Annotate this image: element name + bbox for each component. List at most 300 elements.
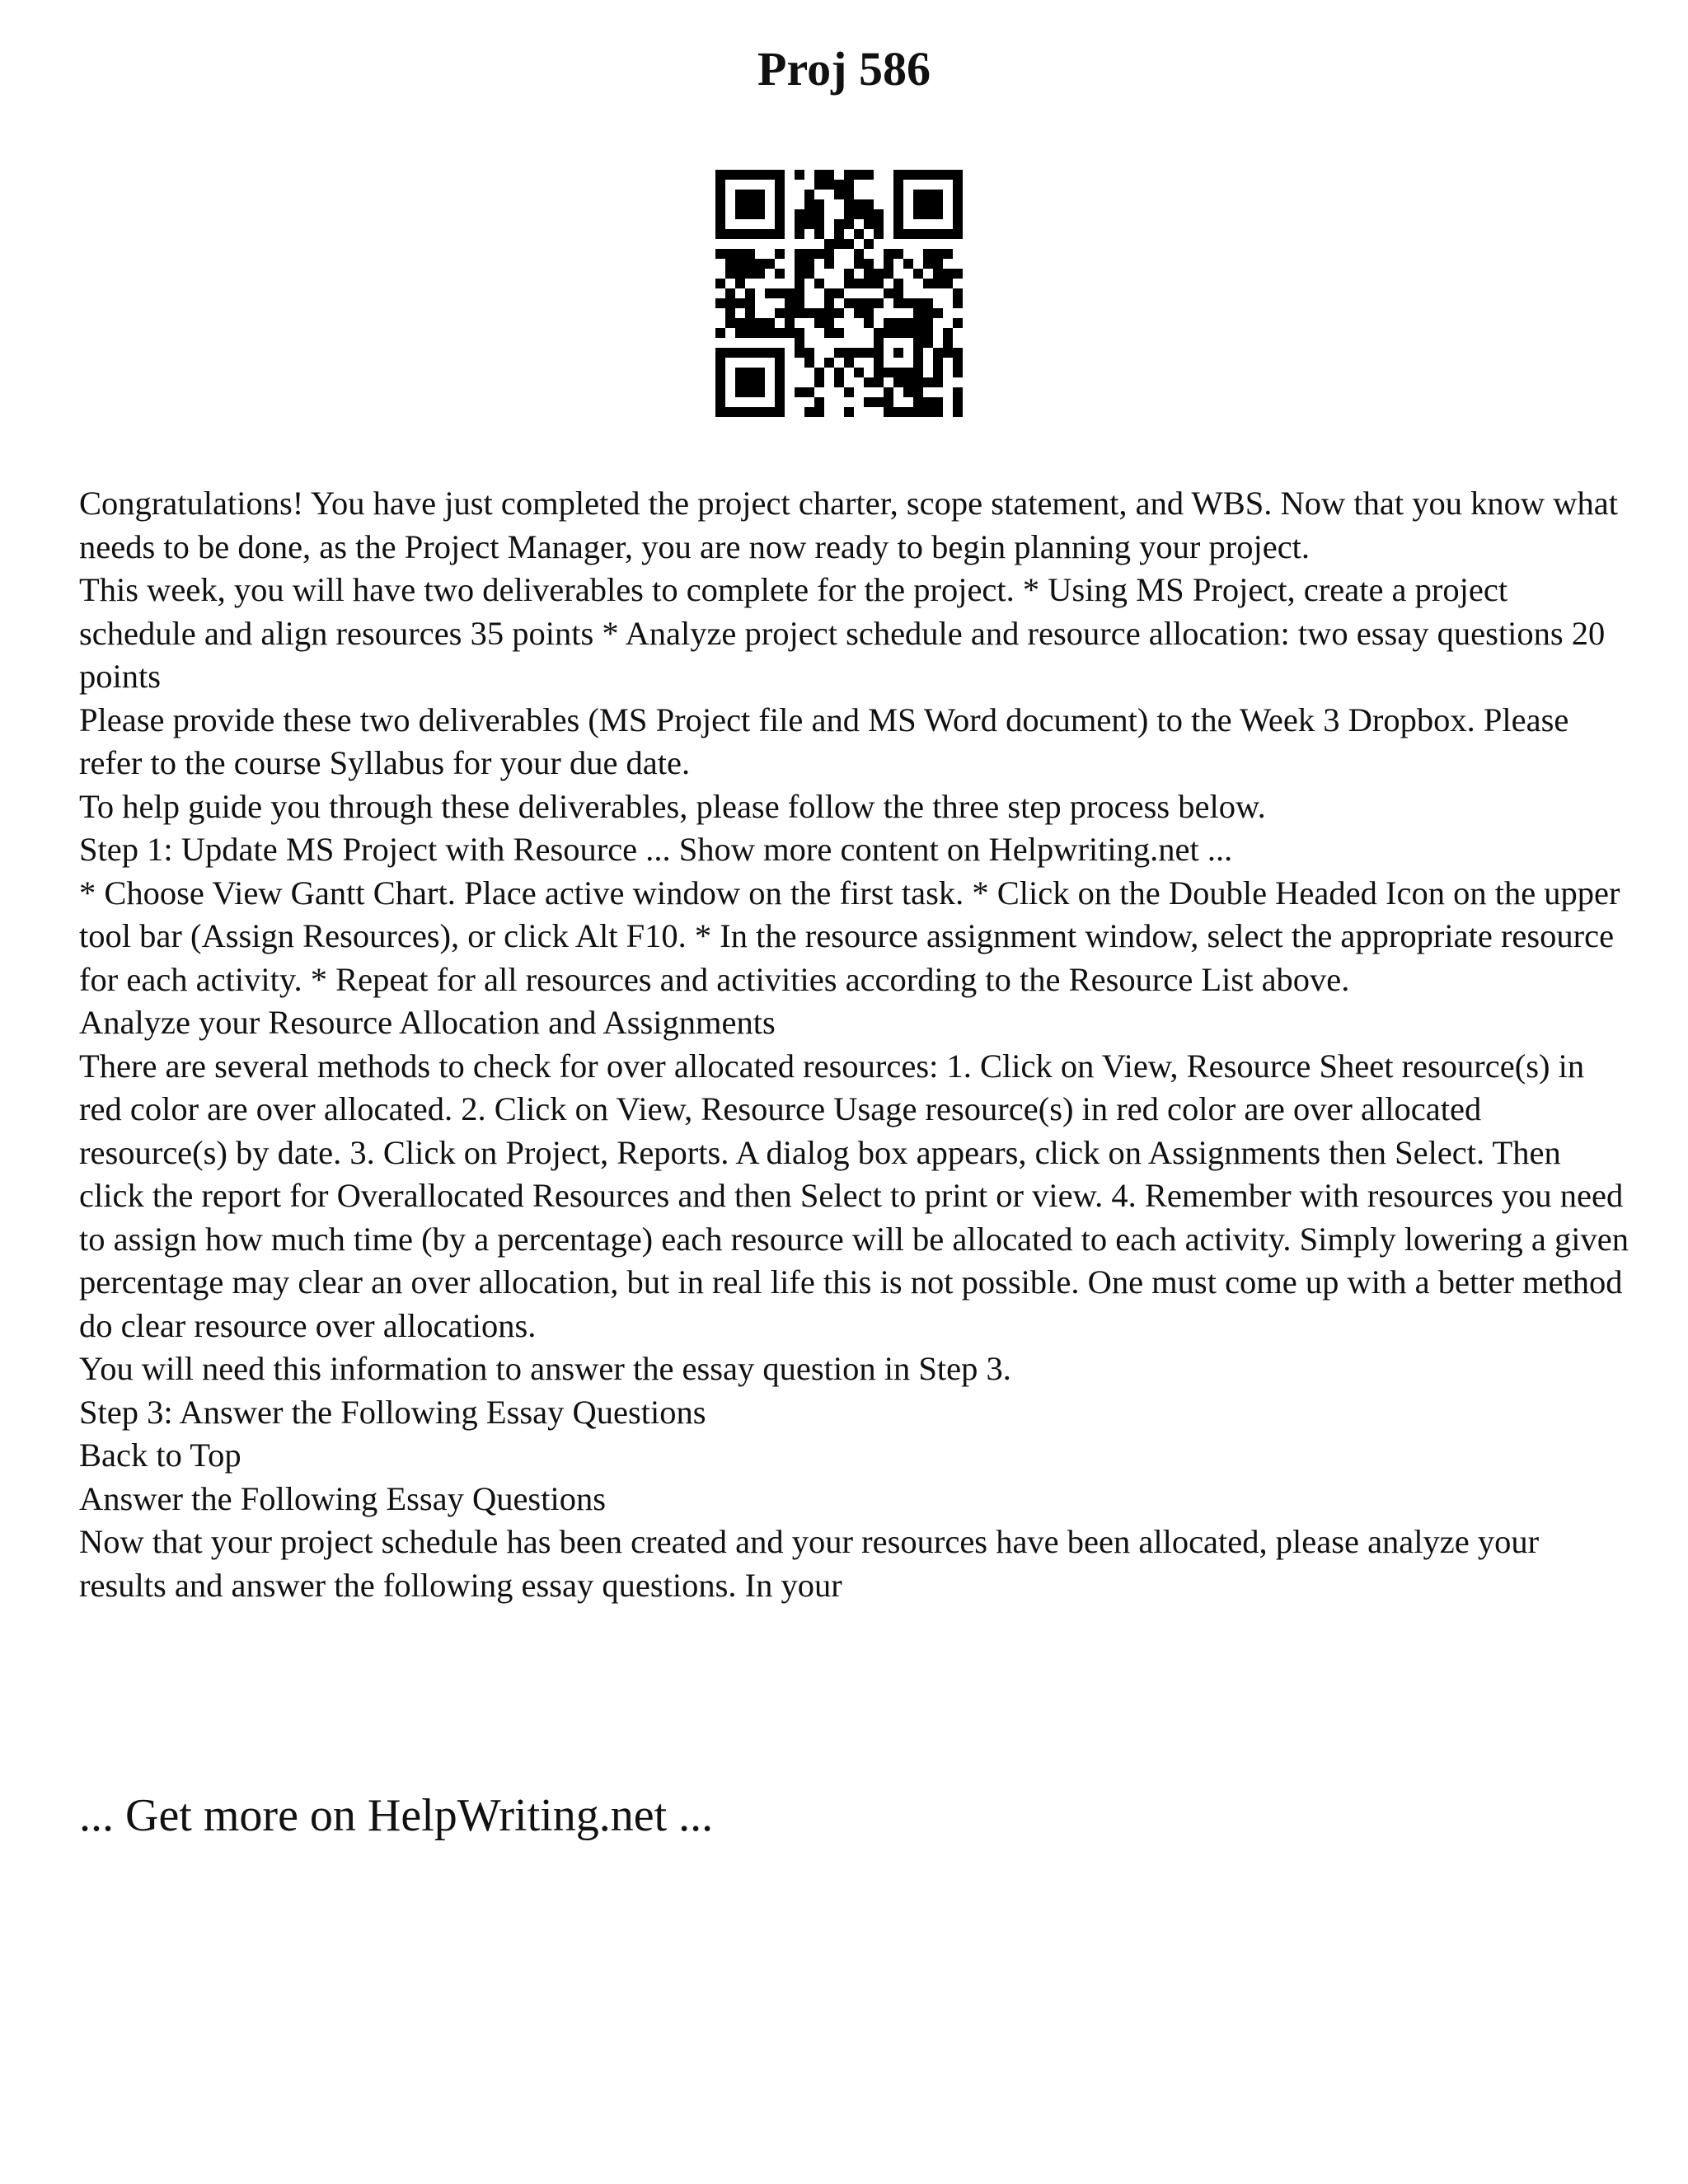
qr-module bbox=[735, 229, 745, 239]
qr-module bbox=[755, 318, 765, 328]
qr-module bbox=[795, 170, 804, 180]
qr-module bbox=[864, 269, 874, 279]
qr-module bbox=[775, 269, 785, 279]
qr-module bbox=[844, 170, 854, 180]
qr-module bbox=[874, 219, 884, 229]
qr-module bbox=[923, 259, 933, 269]
qr-module bbox=[844, 269, 854, 279]
get-more-link[interactable]: ... Get more on HelpWriting.net ... bbox=[79, 1790, 714, 1841]
qr-module bbox=[943, 170, 953, 180]
qr-module bbox=[884, 397, 893, 407]
qr-module bbox=[775, 328, 785, 338]
paragraph-deliverables: This week, you will have two deliverables to complete for the project. * Using MS Project, create a project schedule and align resources 35 points * Analyze project schedule and resource allocation: two essay questions 20 points bbox=[79, 571, 1606, 695]
qr-module bbox=[725, 407, 735, 417]
qr-module bbox=[715, 199, 725, 209]
qr-module bbox=[903, 298, 913, 308]
qr-module bbox=[864, 279, 874, 288]
qr-module bbox=[903, 377, 913, 387]
qr-module bbox=[745, 377, 755, 387]
qr-module bbox=[775, 180, 785, 190]
qr-module bbox=[814, 368, 824, 377]
qr-module bbox=[854, 209, 864, 219]
qr-module bbox=[755, 328, 765, 338]
qr-module bbox=[844, 199, 854, 209]
qr-module bbox=[745, 170, 755, 180]
qr-module bbox=[795, 219, 804, 229]
qr-module bbox=[814, 249, 824, 259]
qr-module bbox=[953, 397, 963, 407]
qr-module bbox=[824, 259, 834, 269]
qr-module bbox=[903, 170, 913, 180]
qr-module bbox=[834, 190, 844, 199]
qr-module bbox=[775, 288, 785, 298]
qr-module bbox=[765, 328, 775, 338]
qr-module bbox=[834, 219, 844, 229]
qr-module bbox=[804, 358, 814, 368]
qr-module bbox=[745, 288, 755, 298]
qr-module bbox=[903, 229, 913, 239]
qr-module bbox=[824, 180, 834, 190]
qr-module bbox=[923, 308, 933, 318]
qr-module bbox=[725, 348, 735, 358]
qr-module bbox=[923, 318, 933, 328]
qr-module bbox=[715, 249, 725, 259]
qr-module bbox=[765, 288, 775, 298]
qr-module bbox=[745, 249, 755, 259]
qr-module bbox=[725, 249, 735, 259]
qr-module bbox=[844, 180, 854, 190]
qr-module bbox=[804, 199, 814, 209]
qr-module bbox=[903, 387, 913, 397]
qr-module bbox=[953, 407, 963, 417]
heading-essay-questions: Answer the Following Essay Questions bbox=[79, 1479, 606, 1517]
qr-module bbox=[913, 338, 923, 348]
qr-module bbox=[864, 239, 874, 249]
qr-module bbox=[923, 338, 933, 348]
qr-module bbox=[884, 269, 893, 279]
qr-module bbox=[725, 229, 735, 239]
qr-module bbox=[735, 348, 745, 358]
qr-module bbox=[795, 249, 804, 259]
qr-module bbox=[893, 199, 903, 209]
heading-step-3: Step 3: Answer the Following Essay Questions bbox=[79, 1393, 706, 1431]
qr-module bbox=[775, 407, 785, 417]
qr-module bbox=[864, 308, 874, 318]
qr-module bbox=[745, 368, 755, 377]
qr-module bbox=[844, 358, 854, 368]
qr-module bbox=[943, 229, 953, 239]
qr-module bbox=[824, 318, 834, 328]
qr-module bbox=[953, 298, 963, 308]
qr-module bbox=[943, 269, 953, 279]
qr-module bbox=[785, 298, 795, 308]
qr-module bbox=[715, 279, 725, 288]
qr-module bbox=[814, 170, 824, 180]
qr-module bbox=[923, 328, 933, 338]
qr-module bbox=[923, 279, 933, 288]
qr-module bbox=[903, 407, 913, 417]
qr-module bbox=[804, 407, 814, 417]
qr-module bbox=[804, 387, 814, 397]
qr-module bbox=[953, 170, 963, 180]
qr-module bbox=[745, 190, 755, 199]
qr-module bbox=[755, 170, 765, 180]
qr-module bbox=[715, 209, 725, 219]
qr-module bbox=[864, 318, 874, 328]
qr-module bbox=[923, 397, 933, 407]
qr-module bbox=[735, 259, 745, 269]
qr-module bbox=[923, 209, 933, 219]
qr-module bbox=[735, 328, 745, 338]
qr-module bbox=[864, 298, 874, 308]
qr-module bbox=[874, 279, 884, 288]
qr-module bbox=[824, 328, 834, 338]
qr-module bbox=[795, 269, 804, 279]
qr-module bbox=[715, 387, 725, 397]
qr-module bbox=[874, 269, 884, 279]
qr-module bbox=[893, 190, 903, 199]
qr-module bbox=[755, 387, 765, 397]
qr-module bbox=[814, 308, 824, 318]
qr-module bbox=[943, 338, 953, 348]
qr-module bbox=[814, 318, 824, 328]
qr-module bbox=[715, 180, 725, 190]
qr-module bbox=[874, 358, 884, 368]
qr-module bbox=[844, 209, 854, 219]
qr-module bbox=[913, 377, 923, 387]
qr-module bbox=[874, 298, 884, 308]
qr-module bbox=[933, 269, 943, 279]
qr-module bbox=[775, 387, 785, 397]
qr-module bbox=[834, 288, 844, 298]
qr-module bbox=[715, 170, 725, 180]
qr-module bbox=[884, 259, 893, 269]
qr-module bbox=[795, 229, 804, 239]
qr-module bbox=[824, 239, 834, 249]
qr-module bbox=[854, 298, 864, 308]
qr-module bbox=[715, 407, 725, 417]
qr-module bbox=[834, 229, 844, 239]
qr-module bbox=[884, 407, 893, 417]
qr-module bbox=[824, 298, 834, 308]
qr-module bbox=[864, 209, 874, 219]
qr-module bbox=[874, 348, 884, 358]
qr-module bbox=[725, 318, 735, 328]
qr-module bbox=[854, 368, 864, 377]
qr-module bbox=[893, 288, 903, 298]
qr-module bbox=[814, 219, 824, 229]
qr-module bbox=[795, 308, 804, 318]
qr-module bbox=[715, 397, 725, 407]
paragraph-guide: To help guide you through these deliverables, please follow the three step process below. bbox=[79, 787, 1266, 825]
qr-module bbox=[953, 219, 963, 229]
qr-module bbox=[735, 368, 745, 377]
qr-module bbox=[775, 190, 785, 199]
qr-module bbox=[755, 190, 765, 199]
qr-module bbox=[795, 338, 804, 348]
qr-module bbox=[745, 269, 755, 279]
qr-module bbox=[775, 249, 785, 259]
qr-module bbox=[953, 387, 963, 397]
back-to-top-link[interactable]: Back to Top bbox=[79, 1436, 241, 1474]
qr-module bbox=[775, 308, 785, 318]
qr-module bbox=[874, 229, 884, 239]
qr-module bbox=[864, 170, 874, 180]
qr-module bbox=[854, 199, 864, 209]
qr-module bbox=[854, 259, 864, 269]
qr-module bbox=[933, 397, 943, 407]
qr-module bbox=[884, 368, 893, 377]
qr-module bbox=[824, 308, 834, 318]
qr-module bbox=[755, 407, 765, 417]
qr-module bbox=[765, 170, 775, 180]
qr-module bbox=[725, 259, 735, 269]
qr-module bbox=[874, 328, 884, 338]
qr-module bbox=[903, 368, 913, 377]
qr-module bbox=[755, 229, 765, 239]
qr-module bbox=[903, 259, 913, 269]
qr-module bbox=[874, 338, 884, 348]
paragraph-overallocation-methods: There are several methods to check for over allocated resources: 1. Click on View, Resource Sheet resource(s) in red color are over allocated. 2. Click on View, Resource Usage resource(s) in red color are over allocated resource(s) by date. 3. Click on Project, Reports. A dialog box appears, click on Assignments then Select. Then click the report for Overallocated Resources and then Select to print or view. 4. Remember with resources you need to assign how much time (by a percentage) each resource will be allocated to each activity. Simply lowering a given percentage may clear an over allocation, but in real life this is not possible. One must come up with a better method do clear resource over allocations. bbox=[79, 1047, 1629, 1344]
qr-module bbox=[775, 229, 785, 239]
qr-module bbox=[953, 358, 963, 368]
qr-module bbox=[913, 199, 923, 209]
qr-module bbox=[775, 199, 785, 209]
qr-module bbox=[893, 229, 903, 239]
qr-module bbox=[735, 387, 745, 397]
qr-module bbox=[715, 190, 725, 199]
qr-module bbox=[913, 298, 923, 308]
qr-module bbox=[913, 308, 923, 318]
qr-module bbox=[715, 348, 725, 358]
qr-module bbox=[795, 259, 804, 269]
qr-module bbox=[834, 368, 844, 377]
qr-module bbox=[814, 199, 824, 209]
paragraph-intro: Congratulations! You have just completed the project charter, scope statement, and WBS. Now that you know what needs to be done, as the Project Manager, you are now ready to begin planning your project. bbox=[79, 485, 1618, 565]
qr-module bbox=[735, 170, 745, 180]
qr-module bbox=[933, 199, 943, 209]
qr-module bbox=[884, 249, 893, 259]
qr-module bbox=[933, 368, 943, 377]
qr-module bbox=[923, 199, 933, 209]
qr-module bbox=[893, 368, 903, 377]
qr-module bbox=[953, 348, 963, 358]
qr-module bbox=[785, 288, 795, 298]
qr-module bbox=[735, 209, 745, 219]
qr-module bbox=[884, 288, 893, 298]
qr-module bbox=[864, 259, 874, 269]
qr-module bbox=[854, 308, 864, 318]
qr-module bbox=[745, 328, 755, 338]
qr-module bbox=[933, 229, 943, 239]
qr-module bbox=[874, 368, 884, 377]
qr-module bbox=[903, 328, 913, 338]
qr-module bbox=[735, 407, 745, 417]
qr-module bbox=[814, 377, 824, 387]
qr-module bbox=[755, 348, 765, 358]
qr-module bbox=[775, 348, 785, 358]
qr-module bbox=[814, 279, 824, 288]
qr-module bbox=[775, 377, 785, 387]
qr-module bbox=[923, 170, 933, 180]
qr-module bbox=[824, 288, 834, 298]
qr-module bbox=[785, 318, 795, 328]
page-title: Proj 586 bbox=[757, 42, 931, 96]
qr-module bbox=[735, 249, 745, 259]
qr-module bbox=[893, 219, 903, 229]
qr-module bbox=[864, 377, 874, 387]
qr-module bbox=[923, 229, 933, 239]
qr-module bbox=[854, 348, 864, 358]
qr-code-icon bbox=[715, 170, 963, 417]
qr-module bbox=[795, 209, 804, 219]
qr-module bbox=[933, 190, 943, 199]
qr-module bbox=[854, 279, 864, 288]
qr-module bbox=[814, 407, 824, 417]
qr-module bbox=[923, 249, 933, 259]
qr-module bbox=[735, 269, 745, 279]
qr-module bbox=[844, 348, 854, 358]
qr-module bbox=[913, 318, 923, 328]
qr-module bbox=[765, 318, 775, 328]
qr-module bbox=[804, 308, 814, 318]
qr-module bbox=[795, 387, 804, 397]
paragraph-dropbox: Please provide these two deliverables (MS Project file and MS Word document) to the Week 3 Dropbox. Please refer to the course Syllabus for your due date. bbox=[79, 701, 1569, 781]
qr-module bbox=[804, 348, 814, 358]
qr-module bbox=[893, 318, 903, 328]
qr-module bbox=[933, 259, 943, 269]
qr-module bbox=[953, 368, 963, 377]
qr-module bbox=[804, 190, 814, 199]
qr-module bbox=[933, 209, 943, 219]
qr-module bbox=[864, 219, 874, 229]
qr-module bbox=[755, 259, 765, 269]
qr-module bbox=[933, 348, 943, 358]
qr-module bbox=[844, 279, 854, 288]
qr-module bbox=[795, 279, 804, 288]
qr-module bbox=[913, 407, 923, 417]
qr-module bbox=[893, 348, 903, 358]
qr-module bbox=[765, 348, 775, 358]
qr-module bbox=[913, 358, 923, 368]
qr-module bbox=[933, 170, 943, 180]
qr-module bbox=[913, 348, 923, 358]
qr-module bbox=[755, 377, 765, 387]
qr-module bbox=[725, 269, 735, 279]
qr-module bbox=[814, 209, 824, 219]
qr-module bbox=[775, 170, 785, 180]
qr-module bbox=[953, 190, 963, 199]
qr-module bbox=[804, 219, 814, 229]
qr-module bbox=[953, 318, 963, 328]
qr-module bbox=[884, 318, 893, 328]
qr-module bbox=[913, 229, 923, 239]
qr-module bbox=[893, 209, 903, 219]
qr-module bbox=[933, 407, 943, 417]
qr-module bbox=[735, 190, 745, 199]
qr-module bbox=[725, 298, 735, 308]
qr-module bbox=[893, 328, 903, 338]
qr-module bbox=[795, 298, 804, 308]
qr-module bbox=[834, 308, 844, 318]
qr-module bbox=[953, 180, 963, 190]
qr-module bbox=[745, 318, 755, 328]
qr-module bbox=[913, 397, 923, 407]
qr-module bbox=[755, 269, 765, 279]
qr-module bbox=[884, 328, 893, 338]
qr-module bbox=[953, 199, 963, 209]
qr-module bbox=[893, 170, 903, 180]
qr-module bbox=[795, 328, 804, 338]
qr-module bbox=[834, 180, 844, 190]
qr-module bbox=[953, 288, 963, 298]
qr-module bbox=[933, 279, 943, 288]
qr-module bbox=[824, 249, 834, 259]
qr-module bbox=[735, 318, 745, 328]
qr-module bbox=[804, 269, 814, 279]
qr-module bbox=[755, 199, 765, 209]
qr-module bbox=[844, 407, 854, 417]
qr-module bbox=[864, 199, 874, 209]
qr-module bbox=[933, 377, 943, 387]
qr-module bbox=[834, 377, 844, 387]
qr-module bbox=[715, 328, 725, 338]
qr-module bbox=[893, 279, 903, 288]
qr-module bbox=[844, 387, 854, 397]
qr-module bbox=[923, 190, 933, 199]
qr-module bbox=[953, 269, 963, 279]
qr-module bbox=[725, 288, 735, 298]
qr-module bbox=[933, 249, 943, 259]
qr-module bbox=[715, 377, 725, 387]
paragraph-step-3-note: You will need this information to answer the essay question in Step 3. bbox=[79, 1350, 1011, 1387]
document-body bbox=[79, 482, 1629, 1607]
qr-module bbox=[893, 298, 903, 308]
qr-module bbox=[814, 180, 824, 190]
qr-module bbox=[775, 219, 785, 229]
qr-module bbox=[953, 209, 963, 219]
qr-module bbox=[715, 368, 725, 377]
qr-module bbox=[785, 308, 795, 318]
qr-module bbox=[874, 397, 884, 407]
qr-module bbox=[735, 377, 745, 387]
qr-module bbox=[893, 249, 903, 259]
qr-module bbox=[844, 190, 854, 199]
qr-module bbox=[893, 377, 903, 387]
qr-module bbox=[804, 209, 814, 219]
qr-module bbox=[923, 407, 933, 417]
qr-module bbox=[814, 397, 824, 407]
qr-module bbox=[804, 259, 814, 269]
qr-module bbox=[953, 229, 963, 239]
qr-module bbox=[923, 298, 933, 308]
qr-module bbox=[765, 407, 775, 417]
qr-module bbox=[755, 209, 765, 219]
qr-module bbox=[735, 279, 745, 288]
qr-module bbox=[715, 358, 725, 368]
qr-module bbox=[834, 328, 844, 338]
qr-module bbox=[795, 288, 804, 298]
qr-module bbox=[804, 249, 814, 259]
qr-module bbox=[844, 219, 854, 229]
qr-module bbox=[913, 190, 923, 199]
qr-module bbox=[785, 328, 795, 338]
qr-module bbox=[775, 368, 785, 377]
qr-module bbox=[765, 229, 775, 239]
qr-module bbox=[775, 397, 785, 407]
qr-module bbox=[775, 358, 785, 368]
qr-module bbox=[745, 308, 755, 318]
